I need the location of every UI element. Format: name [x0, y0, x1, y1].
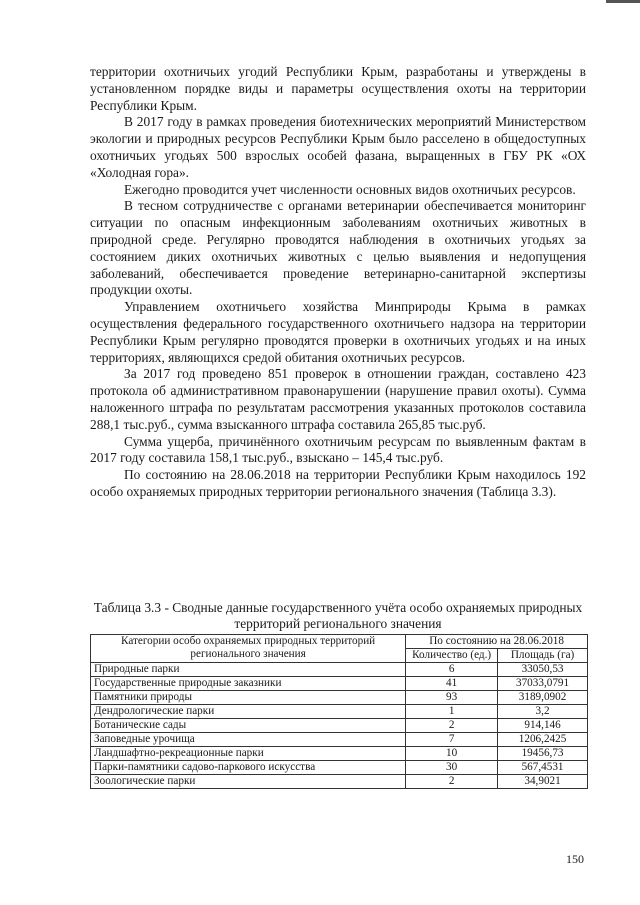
- row-name: Парки-памятники садово-паркового искусства: [91, 761, 406, 775]
- body-text: [90, 64, 586, 501]
- row-area: 33050,53: [498, 663, 588, 677]
- row-count: 1: [406, 705, 498, 719]
- row-count: 30: [406, 761, 498, 775]
- table-row: [91, 691, 588, 705]
- table-header-row: [91, 635, 588, 649]
- paragraph: В тесном сотрудничестве с органами ветеринарии обеспечивается мониторинг ситуации по опасным инфекционным заболеваниям охотничьих животных в природной среде. Регулярно проводятся наблюдения в охотничьих угодьях за состоянием диких охотничьих животных с целью выявления и недопущения заболеваний, обеспечивается проведение ветеринарно-санитарной экспертизы продукции охоты.: [90, 198, 586, 298]
- header-area: Площадь (га): [498, 649, 588, 663]
- table-row: [91, 747, 588, 761]
- row-area: 567,4531: [498, 761, 588, 775]
- row-name: Заповедные урочища: [91, 733, 406, 747]
- row-area: 1206,2425: [498, 733, 588, 747]
- table-row: [91, 733, 588, 747]
- row-count: 41: [406, 677, 498, 691]
- paragraph: Сумма ущерба, причинённого охотничьим ресурсам по выявленным фактам в 2017 году составила 158,1 тыс.руб., взыскано – 145,4 тыс.руб.: [90, 433, 586, 466]
- paragraph: В 2017 году в рамках проведения биотехнических мероприятий Министерством экологии и природных ресурсов Республики Крым было расселено в общедоступных охотничьих угодьях 500 взрослых особей фазана, выращенных в ГБУ РК «ОХ «Холодная гора».: [90, 114, 586, 180]
- paragraph: По состоянию на 28.06.2018 на территории Республики Крым находилось 192 особо охраняемых природных территории регионального значения (Таблица 3.3).: [90, 467, 586, 499]
- header-category: Категории особо охраняемых природных территорий регионального значения: [91, 635, 406, 663]
- oopt-table: [90, 634, 588, 789]
- row-count: 2: [406, 719, 498, 733]
- page-number: 150: [566, 852, 584, 866]
- table-caption: Таблица 3.3 - Сводные данные государственного учёта особо охраняемых природных территорий регионального значения: [93, 600, 583, 631]
- table-row: [91, 663, 588, 677]
- row-name: Памятники природы: [91, 691, 406, 705]
- row-name: Ботанические сады: [91, 719, 406, 733]
- table-row: [91, 705, 588, 719]
- row-count: 93: [406, 691, 498, 705]
- paragraph: За 2017 год проведено 851 проверок в отношении граждан, составлено 423 протокола об административном правонарушении (нарушение правил охоты). Сумма наложенного штрафа по результатам рассмотрения указанных протоколов составила 288,1 тыс.руб., сумма взысканного штрафа составила 265,85 тыс.руб.: [90, 366, 586, 432]
- row-name: Государственные природные заказники: [91, 677, 406, 691]
- row-count: 2: [406, 775, 498, 789]
- paragraph: Управлением охотничьего хозяйства Минприроды Крыма в рамках осуществления федерального государственного охотничьего надзора на территории Республики Крым регулярно проводятся проверки в охотничьих угодьях и на иных территориях, являющихся средой обитания охотничьих ресурсов.: [90, 299, 586, 365]
- row-area: 914,146: [498, 719, 588, 733]
- row-area: 37033,0791: [498, 677, 588, 691]
- row-count: 6: [406, 663, 498, 677]
- row-name: Дендрологические парки: [91, 705, 406, 719]
- scan-corner-mark: [606, 0, 640, 3]
- row-name: Ландшафтно-рекреационные парки: [91, 747, 406, 761]
- row-area: 19456,73: [498, 747, 588, 761]
- header-date: По состоянию на 28.06.2018: [406, 635, 588, 649]
- header-count: Количество (ед.): [406, 649, 498, 663]
- row-count: 7: [406, 733, 498, 747]
- table-row: [91, 775, 588, 789]
- row-area: 3189,0902: [498, 691, 588, 705]
- table-row: [91, 677, 588, 691]
- row-name: Зоологические парки: [91, 775, 406, 789]
- table-row: [91, 761, 588, 775]
- row-area: 3,2: [498, 705, 588, 719]
- row-count: 10: [406, 747, 498, 761]
- paragraph: Ежегодно проводится учет численности основных видов охотничьих ресурсов.: [124, 181, 576, 197]
- row-name: Природные парки: [91, 663, 406, 677]
- row-area: 34,9021: [498, 775, 588, 789]
- paragraph: территории охотничьих угодий Республики Крым, разработаны и утверждены в установленном порядке виды и параметры осуществления охоты на территории Республики Крым.: [90, 64, 586, 113]
- table-row: [91, 719, 588, 733]
